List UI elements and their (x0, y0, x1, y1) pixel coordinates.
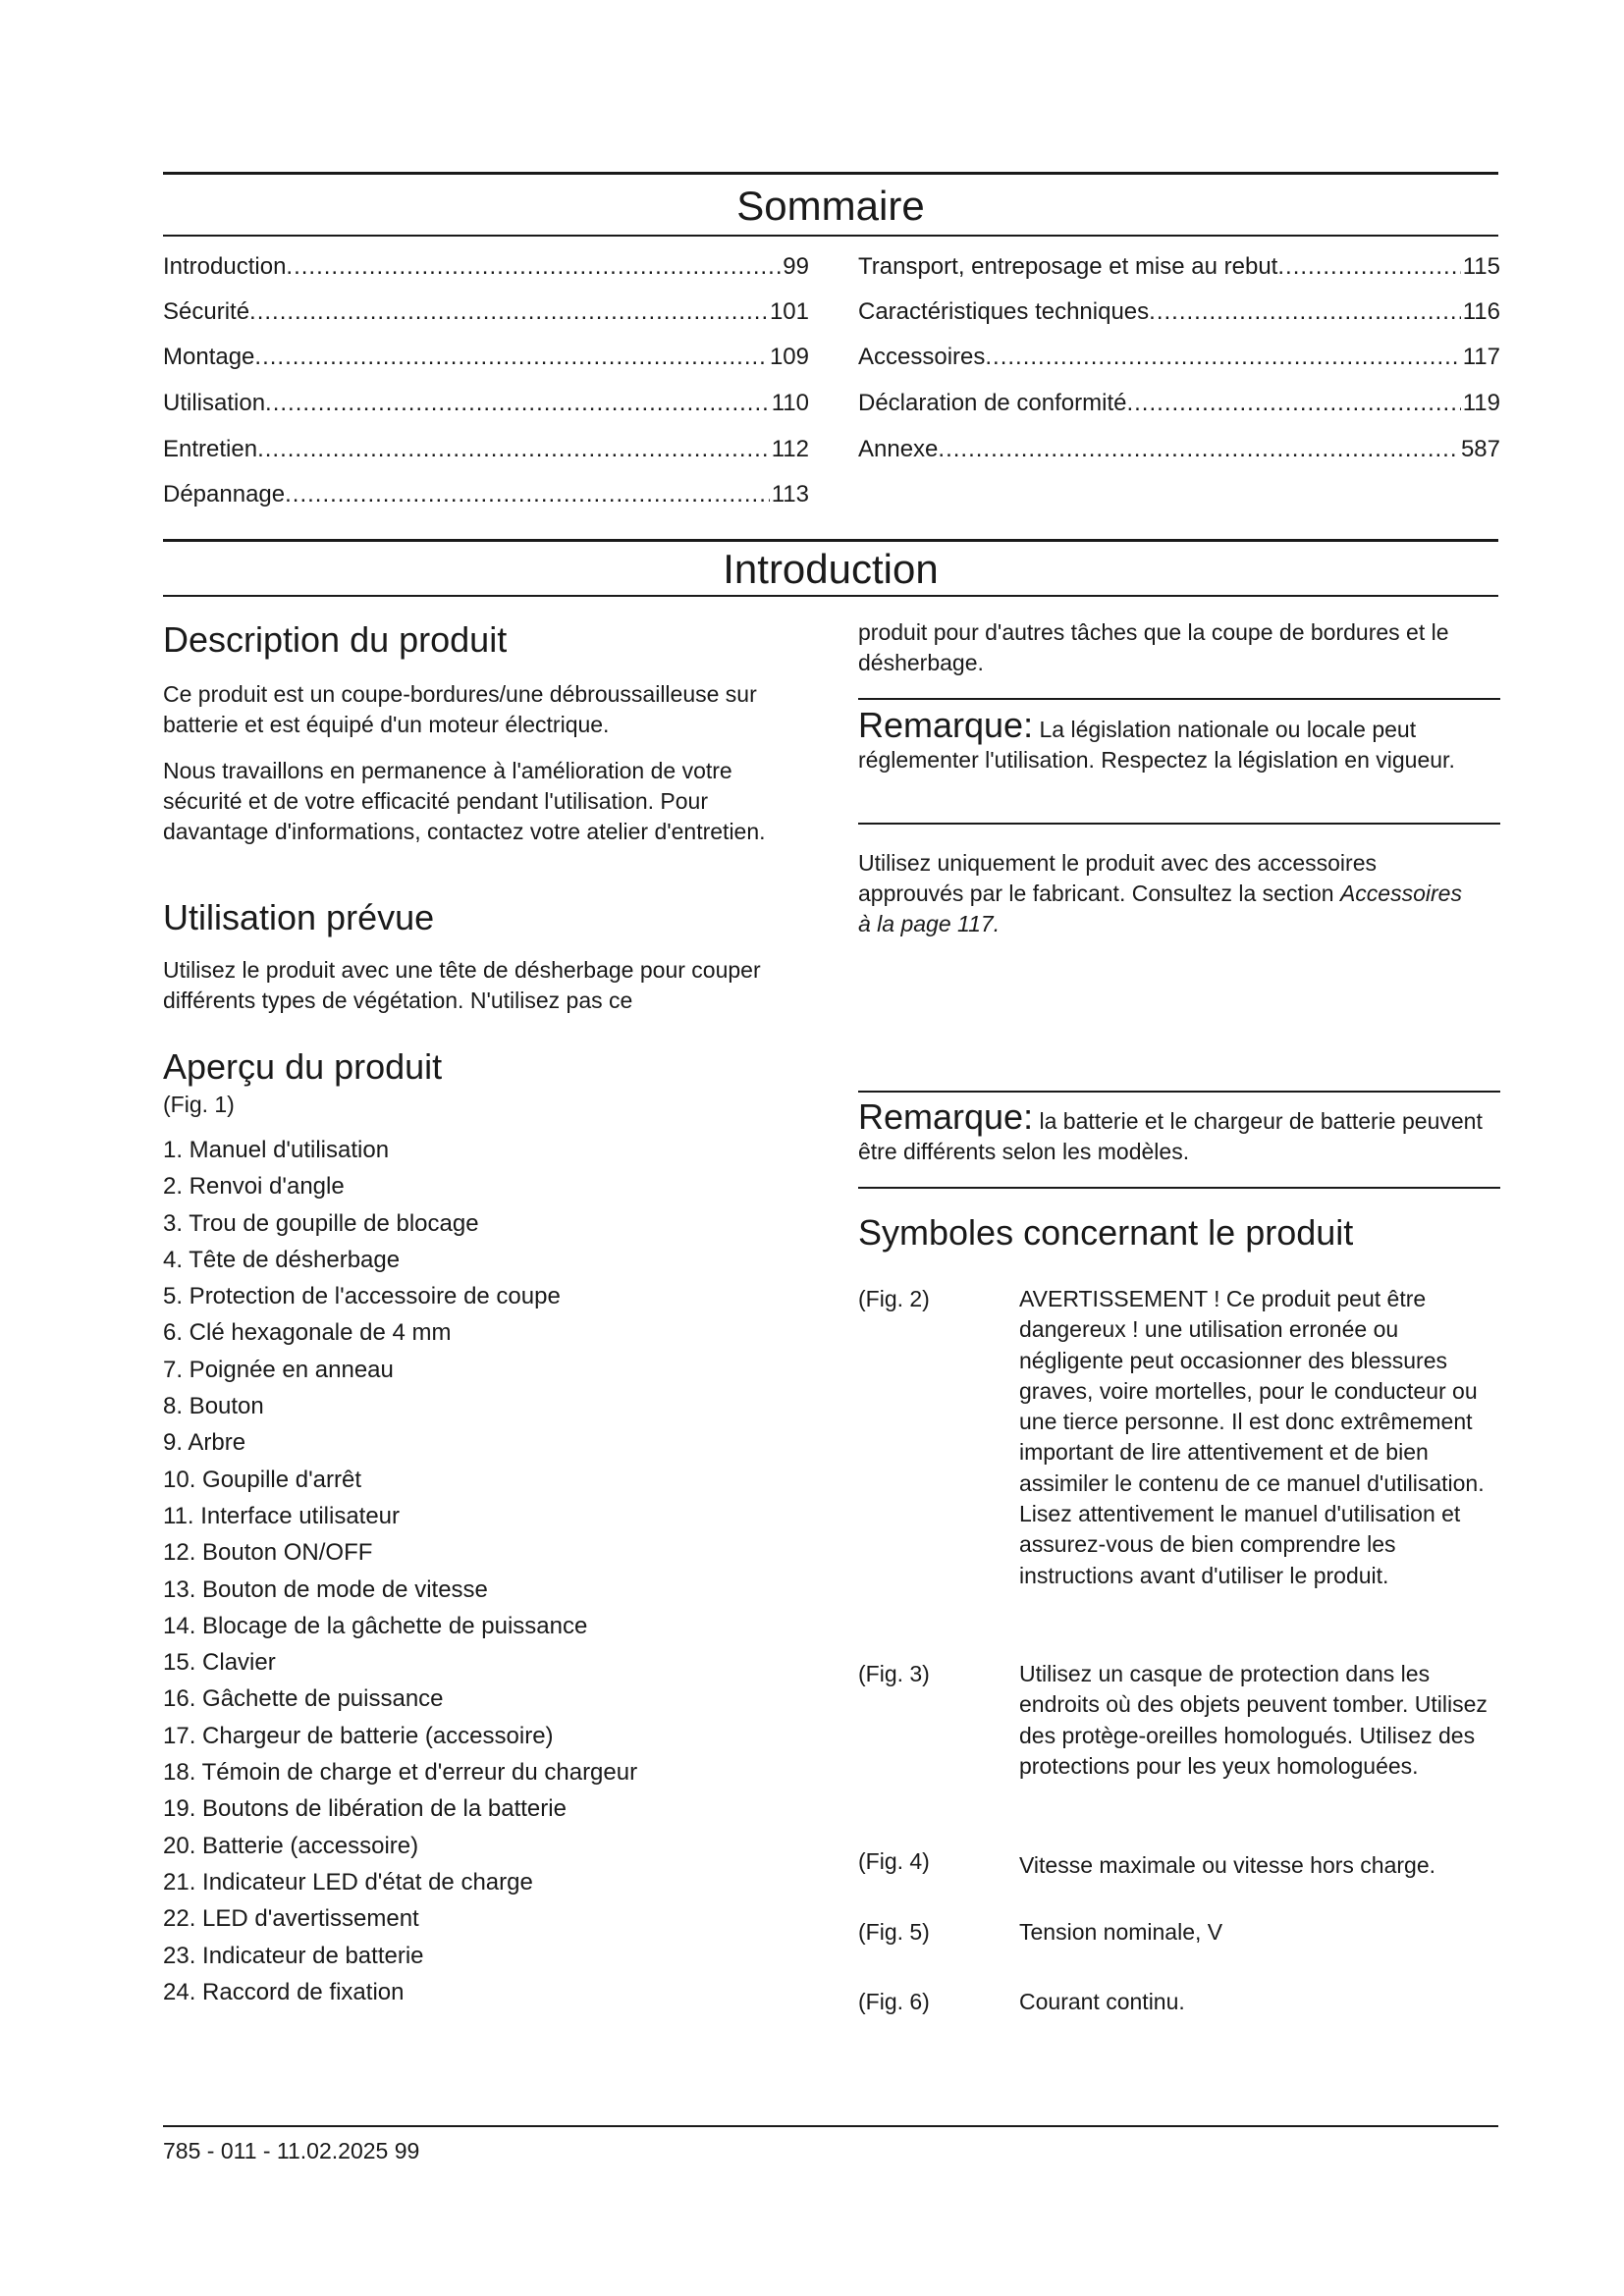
list-item: 11. Interface utilisateur (163, 1502, 401, 1529)
toc-title: Sommaire (736, 183, 925, 229)
toc-page: 115 (1462, 253, 1500, 280)
toc-entry-introduction[interactable]: Introduction ..... 99 (163, 252, 809, 282)
toc-page: 109 (769, 344, 809, 370)
symbol-text-2: AVERTISSEMENT ! Ce produit peut être dangereux ! une utilisation erronée ou négligente peut occasionner des blessures graves, voire mortelles, pour le conducteur ou une tierce personne. Il est donc extrêmement important de lire attentivement et de bien assimiler le contenu de ce manuel d'utilisation. Lisez attentivement le manuel d'utilisation et assurez-vous de bien comprendre les instructions avant d'utiliser le produit. (1019, 1286, 1485, 1588)
note2-top-rule (858, 1091, 1500, 1093)
intended-use-paragraph: Utilisez le produit avec une tête de désherbage pour couper différents types de végétation. N'utilisez pas ce (163, 957, 761, 1013)
toc-page: 119 (1462, 390, 1500, 416)
note2 (858, 1096, 1487, 1167)
list-item: 15. Clavier (163, 1649, 276, 1677)
symbol-fig-2: (Fig. 2) (858, 1286, 930, 1311)
list-item: 22. LED d'avertissement (163, 1905, 419, 1933)
overview-parts-list (163, 1136, 637, 2014)
toc-entry-accessoires[interactable]: Accessoires ..... 117 (858, 343, 1500, 372)
intended-use-heading: Utilisation prévue (163, 897, 435, 937)
list-item: 13. Bouton de mode de vitesse (163, 1575, 488, 1603)
toc-entry-entretien[interactable]: Entretien ..... 112 (163, 435, 809, 464)
symbol-text-5: Tension nominale, V (1019, 1919, 1223, 1945)
toc-entry-annexe[interactable]: Annexe ..... 587 (858, 435, 1500, 464)
toc-page: 112 (771, 436, 809, 462)
list-item: 23. Indicateur de batterie (163, 1942, 424, 1969)
footer-rule (163, 2125, 1498, 2127)
list-item: 7. Poignée en anneau (163, 1356, 394, 1383)
list-item: 24. Raccord de fixation (163, 1978, 405, 2005)
list-item: 21. Indicateur LED d'état de charge (163, 1868, 533, 1896)
accessories-link[interactable]: Accessoires à la page 117. (858, 881, 1462, 936)
toc-page: 110 (771, 390, 809, 416)
toc-page: 101 (769, 298, 809, 325)
toc-entry-declaration[interactable]: Déclaration de conformité ..... 119 (858, 389, 1500, 418)
note1-text: La législation nationale ou locale peut réglementer l'utilisation. Respectez la législation en vigueur. (858, 717, 1455, 773)
description-heading: Description du produit (163, 619, 508, 660)
footer-text: 785 - 011 - 11.02.2025 99 (163, 2138, 420, 2163)
note2-text: la batterie et le chargeur de batterie peuvent être différents selon les modèles. (858, 1108, 1483, 1164)
toc-page: 113 (771, 481, 809, 507)
toc-page: 99 (783, 253, 809, 280)
description-paragraph-1: Ce produit est un coupe-bordures/une débroussailleuse sur batterie et est équipé d'un moteur électrique. (163, 681, 757, 737)
list-item: 6. Clé hexagonale de 4 mm (163, 1319, 452, 1347)
intro-title: Introduction (723, 546, 939, 592)
toc-top-rule (163, 172, 1498, 175)
accessories-paragraph: Utilisez uniquement le produit avec des accessoires approuvés par le fabricant. Consultez la section Accessoires à la page 117. (858, 850, 1462, 936)
toc-entry-caracteristiques[interactable]: Caractéristiques techniques ..... 116 (858, 297, 1500, 327)
list-item: 4. Tête de désherbage (163, 1246, 401, 1273)
symbol-fig-6: (Fig. 6) (858, 1989, 930, 2014)
toc-page: 117 (1462, 344, 1500, 370)
toc-entry-utilisation[interactable]: Utilisation ..... 110 (163, 389, 809, 418)
toc-entry-depannage[interactable]: Dépannage ..... 113 (163, 480, 809, 509)
note1-bottom-rule (858, 823, 1500, 825)
toc-entry-transport[interactable]: Transport, entreposage et mise au rebut ..... 115 (858, 252, 1500, 282)
description-paragraph-2: Nous travaillons en permanence à l'amélioration de votre sécurité et de votre efficacité pendant l'utilisation. Pour davantage d'informations, contactez votre atelier d'entretien. (163, 758, 766, 844)
list-item: 12. Bouton ON/OFF (163, 1539, 373, 1567)
toc-bottom-rule (163, 235, 1498, 237)
toc-page: 116 (1462, 298, 1500, 325)
list-item: 5. Protection de l'accessoire de coupe (163, 1283, 561, 1310)
list-item: 18. Témoin de charge et d'erreur du chargeur (163, 1759, 638, 1787)
list-item: 10. Goupille d'arrêt (163, 1466, 362, 1493)
list-item: 8. Bouton (163, 1393, 264, 1420)
overview-figure-ref: (Fig. 1) (163, 1092, 235, 1117)
list-item: 9. Arbre (163, 1429, 246, 1457)
symbols-heading: Symboles concernant le produit (858, 1212, 1354, 1253)
intended-use-paragraph-continued: produit pour d'autres tâches que la coupe de bordures et le désherbage. (858, 619, 1449, 675)
toc-page: 587 (1460, 436, 1500, 462)
note1 (858, 705, 1500, 775)
note1-top-rule (858, 698, 1500, 700)
symbol-text-3: Utilisez un casque de protection dans les endroits où des objets peuvent tomber. Utilisez des protège-oreilles homologués. Utilisez des protections pour les yeux homologuées. (1019, 1661, 1488, 1779)
symbol-text-6: Courant continu. (1019, 1989, 1185, 2014)
toc-entry-montage[interactable]: Montage ..... 109 (163, 343, 809, 372)
note2-label: Remarque: (858, 1096, 1034, 1137)
intro-top-rule (163, 539, 1498, 542)
symbol-text-4: Vitesse maximale ou vitesse hors charge. (1019, 1852, 1435, 1878)
list-item: 19. Boutons de libération de la batterie (163, 1795, 567, 1823)
list-item: 3. Trou de goupille de blocage (163, 1209, 479, 1237)
list-item: 17. Chargeur de batterie (accessoire) (163, 1722, 554, 1749)
note1-label: Remarque: (858, 705, 1034, 745)
symbol-fig-5: (Fig. 5) (858, 1919, 930, 1945)
symbol-fig-4: (Fig. 4) (858, 1848, 930, 1874)
list-item: 16. Gâchette de puissance (163, 1685, 444, 1713)
note2-bottom-rule (858, 1187, 1500, 1189)
intro-bottom-rule (163, 595, 1498, 597)
list-item: 2. Renvoi d'angle (163, 1173, 345, 1201)
list-item: 14. Blocage de la gâchette de puissance (163, 1612, 588, 1639)
symbol-fig-3: (Fig. 3) (858, 1661, 930, 1686)
toc-entry-securite[interactable]: Sécurité ..... 101 (163, 297, 809, 327)
list-item: 1. Manuel d'utilisation (163, 1137, 390, 1163)
list-item: 20. Batterie (accessoire) (163, 1832, 419, 1859)
overview-heading: Aperçu du produit (163, 1046, 443, 1087)
